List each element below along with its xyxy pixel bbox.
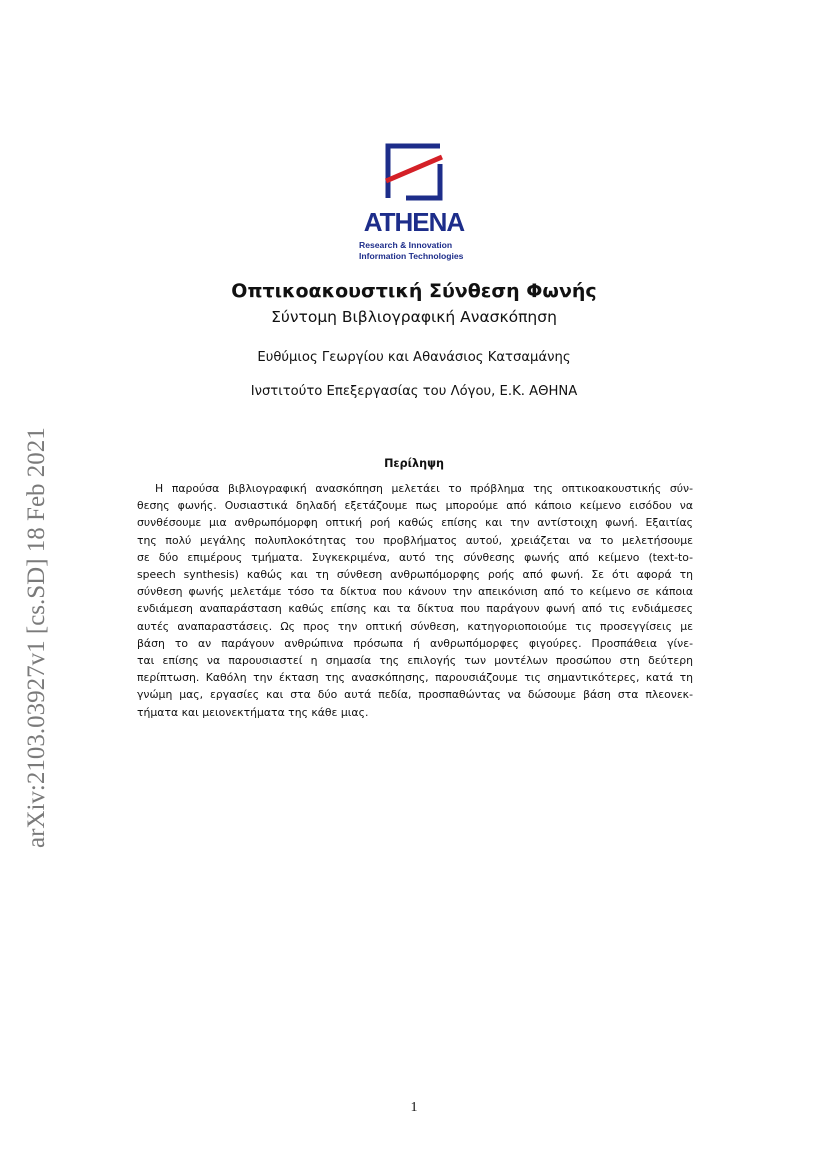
athena-logo [352,143,476,267]
logo-tagline-2: Information Technologies [359,251,464,261]
abstract-body [137,480,693,721]
abstract-line: σε δύο επιμέρους τμήματα. Συγκεκριμένα, αυτό της σύνθεσης φωνής από κείμενο (text-to- [137,550,693,564]
abstract-line: συνθέσουμε μια ανθρωπόμορφη οπτική ροή καθώς επίσης και την αντίστοιχη φωνή. Εξαιτίας [137,516,693,530]
abstract-line: περίπτωση. Καθόλη την έκταση της ανασκόπησης, παρουσιάζουμε τις σημαντικότερες, κατά τη [137,671,693,685]
paper-title: Οπτικοακουστική Σύνθεση Φωνής [231,280,597,302]
abstract-line: ενδιάμεση αναπαράσταση καθώς επίσης και τα δίκτυα που παράγουν φωνή από τις ενδιάμεσες [137,602,693,616]
athena-wordmark: ATHENA [363,207,465,237]
athena-logo-mark [385,143,443,201]
abstract-line: σύνθεση φωνής μελετάμε τόσο τα δίκτυα που κάνουν την απεικόνιση από το κείμενο σε κάποια [137,585,693,599]
abstract-line: τήματα και μειονεκτήματα της κάθε μιας. [137,705,369,719]
abstract-line: της πολύ μεγάλης πολυπλοκότητας του προβλήματος αυτού, χρειάζεται να το μελετήσουμε [137,533,693,547]
abstract-line: βάση το αν παράγουν ανθρώπινα πρόσωπα ή ανθρωπόμορφες φιγούρες. Προσπάθεια γίνε- [137,636,693,650]
abstract-line: γνώμη μας, εργασίες και στα δύο αυτά πεδία, προσπαθώντας να δώσουμε βάση στα πλεονεκ- [137,688,693,702]
authors: Ευθύμιος Γεωργίου και Αθανάσιος Κατσαμάνης [257,350,571,365]
abstract-line: Η παρούσα βιβλιογραφική ανασκόπηση μελετάει το πρόβλημα της οπτικοακουστικής σύν- [155,482,693,495]
arxiv-identifier: arXiv:2103.03927v1 [cs.SD] 18 Feb 2021 [23,427,50,848]
abstract-line: ται επίσης να παρουσιαστεί η σημασία της επιλογής των μοντέλων προσώπου στη δεύτερη [137,654,693,668]
paper-subtitle: Σύντομη Βιβλιογραφική Ανασκόπηση [271,308,557,326]
logo-tagline-1: Research & Innovation [359,240,453,250]
abstract-line: speech synthesis) καθώς και τη σύνθεση ανθρωπόμορφης ροής από φωνή. Σε ότι αφορά τη [137,568,693,582]
abstract-heading: Περίληψη [384,457,444,470]
abstract-line: αυτές αναπαραστάσεις. Ως προς την οπτική σύνθεση, κατηγοριοποιούμε τις προσεγγίσεις με [137,619,693,633]
page-number: 1 [410,1100,418,1115]
abstract-line: θεσης φωνής. Ουσιαστικά δηλαδή εξετάζουμε πως μπορούμε από κάποιο κείμενο εισόδου να [137,499,693,513]
affiliation: Ινστιτούτο Επεξεργασίας του Λόγου, Ε.Κ. ΑΘΗΝΑ [250,384,578,399]
